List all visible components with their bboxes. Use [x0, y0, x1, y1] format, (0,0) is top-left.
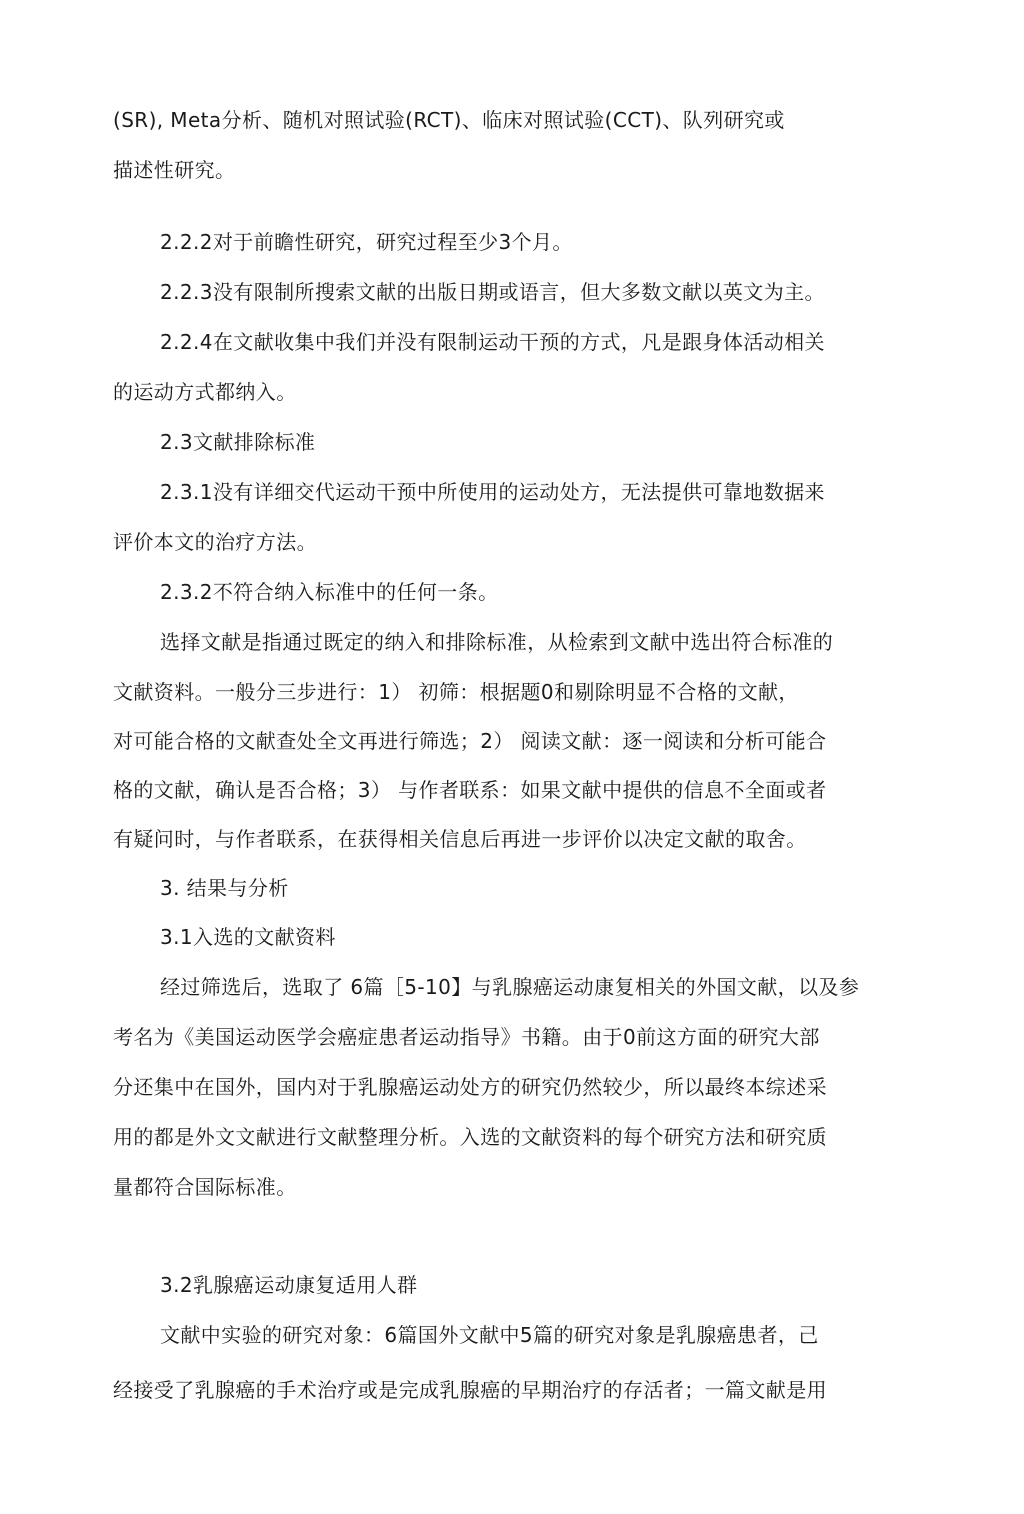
- text-line: 2.2.2对于前瞻性研究，研究过程至少3个月。: [160, 230, 573, 254]
- text-line: 的运动方式都纳入。: [113, 380, 297, 404]
- section-heading: 3. 结果与分析: [160, 876, 289, 900]
- text-line: 考名为《美国运动医学会癌症患者运动指导》书籍。由于0前这方面的研究大部: [113, 1025, 820, 1049]
- text-line: 选择文献是指通过既定的纳入和排除标准，从检索到文献中选出符合标准的: [160, 630, 834, 654]
- section-heading: 3.2乳腺癌运动康复适用人群: [160, 1273, 418, 1297]
- text-line: 用的都是外文文献进行文献整理分析。入选的文献资料的每个研究方法和研究质: [113, 1125, 827, 1149]
- text-line: 文献中实验的研究对象：6篇国外文献中5篇的研究对象是乳腺癌患者，己: [160, 1323, 819, 1347]
- section-heading: 3.1入选的文献资料: [160, 925, 336, 949]
- text-line: 经过筛选后，选取了 6篇［5-10】与乳腺癌运动康复相关的外国文献，以及参: [160, 975, 860, 999]
- text-line: 2.2.4在文献收集中我们并没有限制运动干预的方式，凡是跟身体活动相关: [160, 330, 825, 354]
- text-line: 经接受了乳腺癌的手术治疗或是完成乳腺癌的早期治疗的存活者；一篇文献是用: [113, 1378, 827, 1402]
- text-line: 格的文献，确认是否合格；3） 与作者联系：如果文献中提供的信息不全面或者: [113, 778, 827, 802]
- text-line: 有疑问时，与作者联系，在获得相关信息后再进一步评价以决定文献的取舍。: [113, 827, 807, 851]
- text-line: 描述性研究。: [113, 158, 236, 182]
- text-line: 分还集中在国外，国内对于乳腺癌运动处方的研究仍然较少，所以最终本综述采: [113, 1075, 827, 1099]
- text-line: 量都符合国际标准。: [113, 1175, 297, 1199]
- text-line: 2.3.1没有详细交代运动干预中所使用的运动处方，无法提供可靠地数据来: [160, 480, 825, 504]
- section-heading: 2.3文献排除标准: [160, 430, 316, 454]
- text-line: 评价本文的治疗方法。: [113, 530, 317, 554]
- text-line: 文献资料。一般分三步进行：1） 初筛：根据题0和剔除明显不合格的文献，: [113, 680, 799, 704]
- text-line: 对可能合格的文献查处全文再进行筛选；2） 阅读文献：逐一阅读和分析可能合: [113, 729, 827, 753]
- text-line: (SR), Meta分析、随机对照试验(RCT)、临床对照试验(CCT)、队列研究或: [113, 108, 785, 132]
- text-line: 2.3.2不符合纳入标准中的任何一条。: [160, 580, 499, 604]
- text-line: 2.2.3没有限制所搜索文献的出版日期或语言，但大多数文献以英文为主。: [160, 280, 825, 304]
